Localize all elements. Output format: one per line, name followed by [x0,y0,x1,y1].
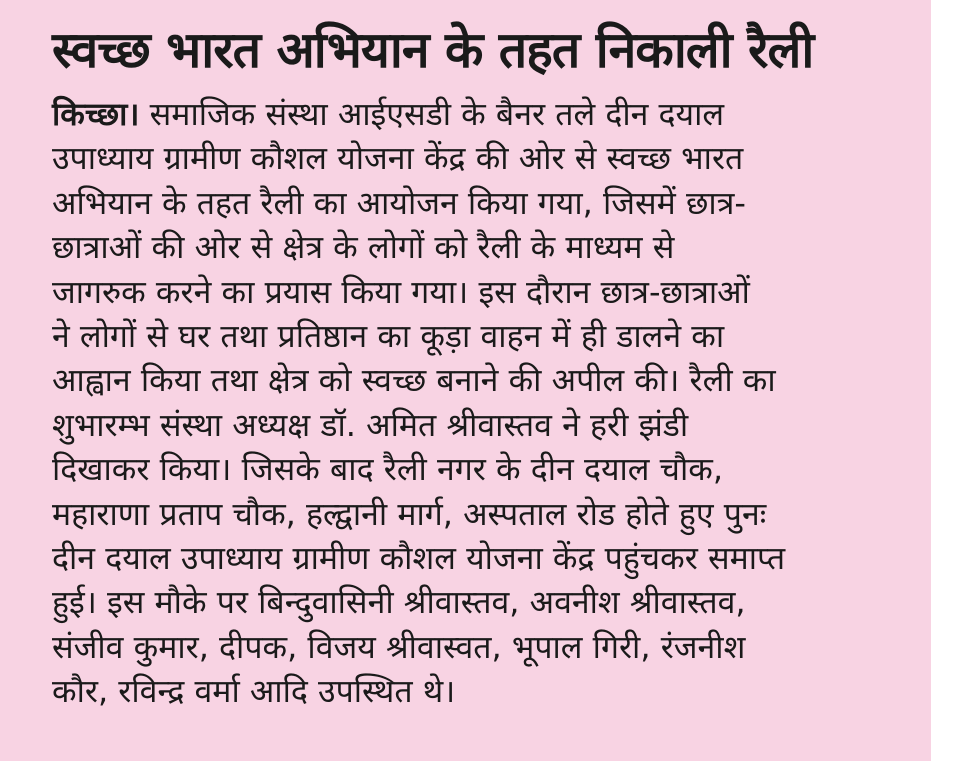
body-line-9: दिखाकर किया। जिसके बाद रैली नगर के दीन दयाल चौक, [52,450,724,489]
body-line-13: संजीव कुमार, दीपक, विजय श्रीवास्वत, भूपाल गिरी, रंजनीश [52,627,746,666]
body-line-6: ने लोगों से घर तथा प्रतिष्ठान का कूड़ा वाहन में ही डालने का [52,316,725,355]
body-line-1-text: समाजिक संस्था आईएसडी के बैनर तले दीन दयाल [139,95,725,133]
body-line-4: छात्राओं की ओर से क्षेत्र के लोगों को रैली के माध्यम से [52,228,675,267]
dateline: किच्छा। [52,95,140,133]
body-line-12: हुई। इस मौके पर बिन्दुवासिनी श्रीवास्तव, अवनीश श्रीवास्तव, [52,583,746,622]
body-line-5: जागरुक करने का प्रयास किया गया। इस दौरान छात्र-छात्राओं [52,272,750,311]
body-line-10: महाराणा प्रताप चौक, हल्द्वानी मार्ग, अस्पताल रोड होते हुए पुनः [52,494,767,533]
body-line-2: उपाध्याय ग्रामीण कौशल योजना केंद्र की ओर से स्वच्छ भारत [52,139,744,178]
body-line-14: कौर, रविन्द्र वर्मा आदि उपस्थित थे। [52,672,456,711]
headline: स्वच्छ भारत अभियान के तहत निकाली रैली [52,21,814,79]
body-line-7: आह्वान किया तथा क्षेत्र को स्वच्छ बनाने की अपील की। रैली का [52,361,776,400]
article-body [52,92,912,713]
body-line-1 [52,92,912,136]
right-margin-strip [931,0,960,761]
body-line-11: दीन दयाल उपाध्याय ग्रामीण कौशल योजना केंद्र पहुंचकर समाप्त [52,538,786,577]
body-line-3: अभियान के तहत रैली का आयोजन किया गया, जिसमें छात्र- [52,183,746,222]
body-line-8: शुभारम्भ संस्था अध्यक्ष डॉ. अमित श्रीवास्तव ने हरी झंडी [52,405,689,444]
